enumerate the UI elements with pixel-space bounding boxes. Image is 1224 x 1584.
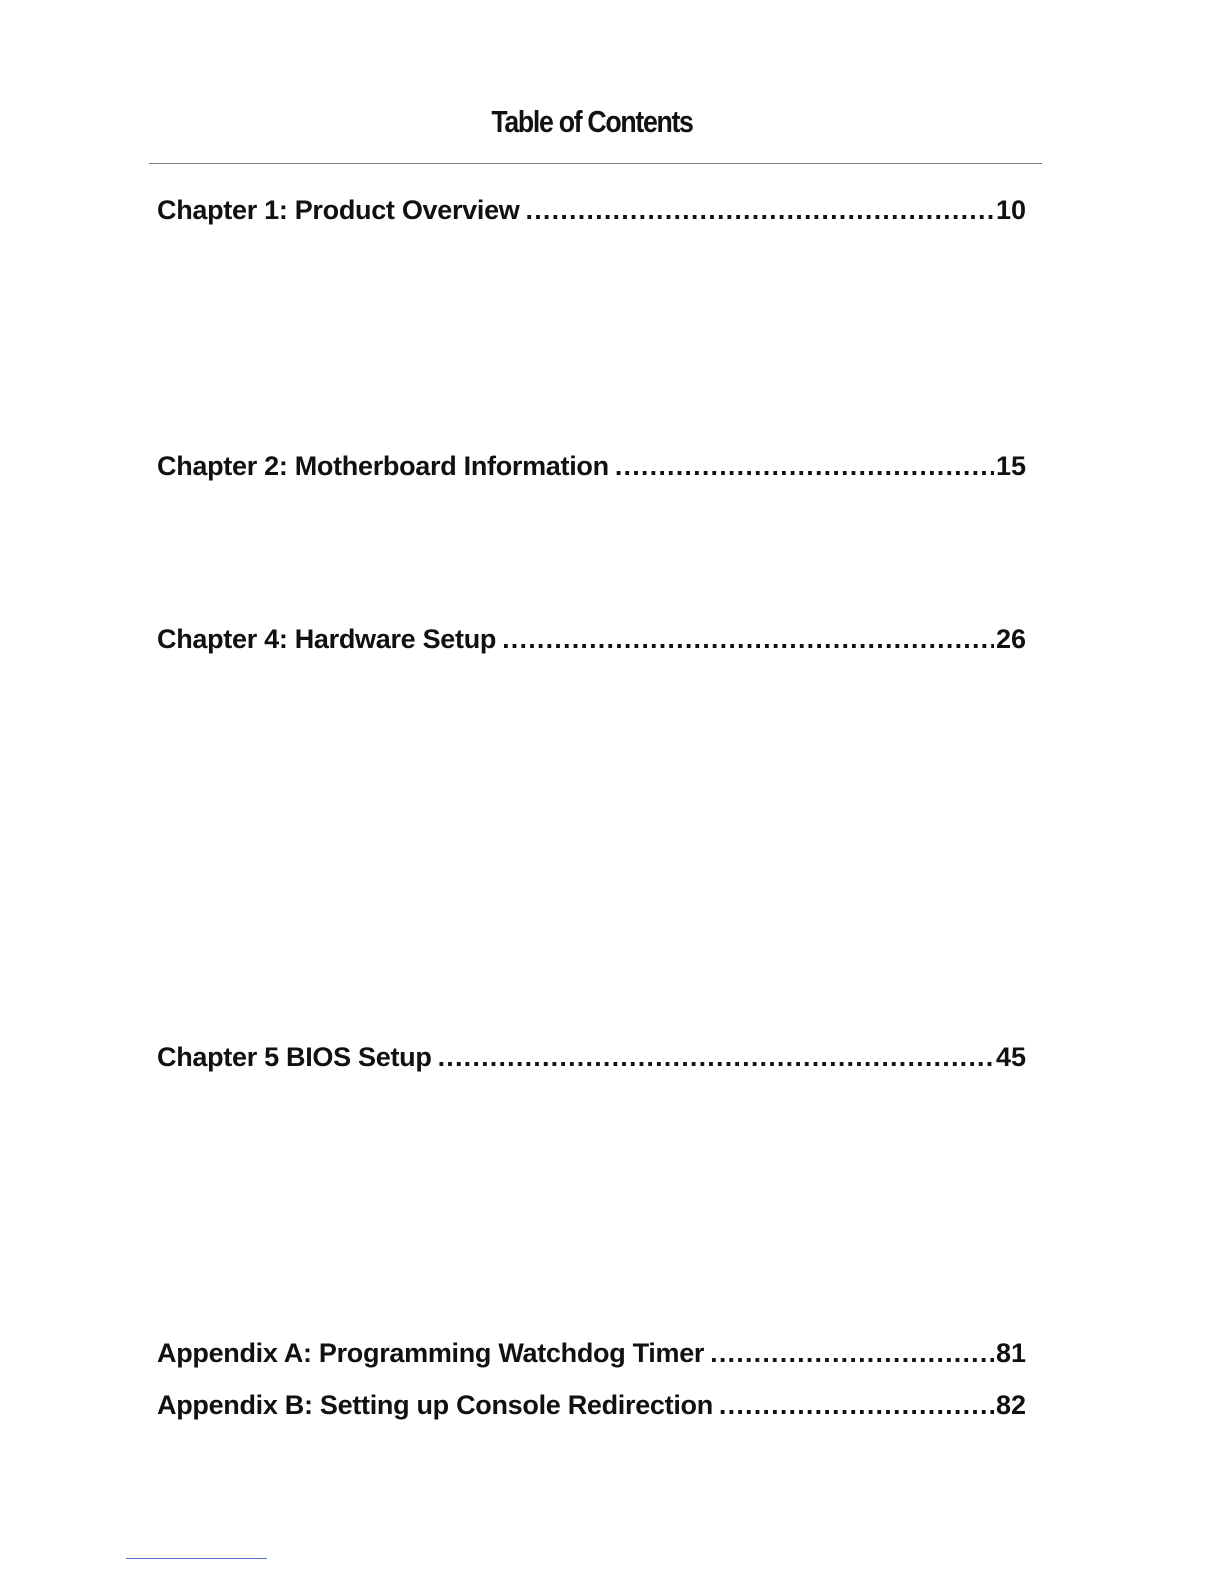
toc-entry-label: Appendix B: Setting up Console Redirection	[157, 1390, 713, 1420]
toc-entry-label: Chapter 2: Motherboard Information	[157, 451, 609, 481]
toc-entry-label: Chapter 1: Product Overview	[157, 195, 520, 225]
toc-page-number: 82	[995, 1390, 1026, 1420]
toc-dot-leader	[502, 622, 994, 656]
toc-page-number: 81	[995, 1338, 1026, 1368]
toc-dot-leader	[438, 1040, 994, 1074]
toc-dot-leader	[719, 1388, 994, 1422]
toc-entry-appendix-b[interactable]	[157, 1388, 1026, 1422]
toc-entry-chapter-2[interactable]	[157, 449, 1026, 483]
toc-page-number: 26	[995, 624, 1026, 654]
toc-entry-chapter-1[interactable]	[157, 193, 1026, 227]
toc-entry-label: Chapter 5 BIOS Setup	[157, 1042, 432, 1072]
toc-entry-chapter-5[interactable]	[157, 1040, 1026, 1074]
toc-entry-label: Chapter 4: Hardware Setup	[157, 624, 497, 654]
toc-page-number: 45	[995, 1042, 1026, 1072]
footnote-separator	[126, 1558, 267, 1559]
toc-entry-chapter-4[interactable]	[157, 622, 1026, 656]
toc-entry-appendix-a[interactable]	[157, 1336, 1026, 1370]
toc-page-number: 15	[995, 451, 1026, 481]
toc-dot-leader	[710, 1336, 994, 1370]
toc-entry-label: Appendix A: Programming Watchdog Timer	[157, 1338, 705, 1368]
title-divider	[149, 163, 1042, 164]
toc-title: Table of Contents	[491, 104, 693, 139]
toc-dot-leader	[615, 449, 994, 483]
toc-page-number: 10	[995, 195, 1026, 225]
toc-dot-leader	[526, 193, 994, 227]
